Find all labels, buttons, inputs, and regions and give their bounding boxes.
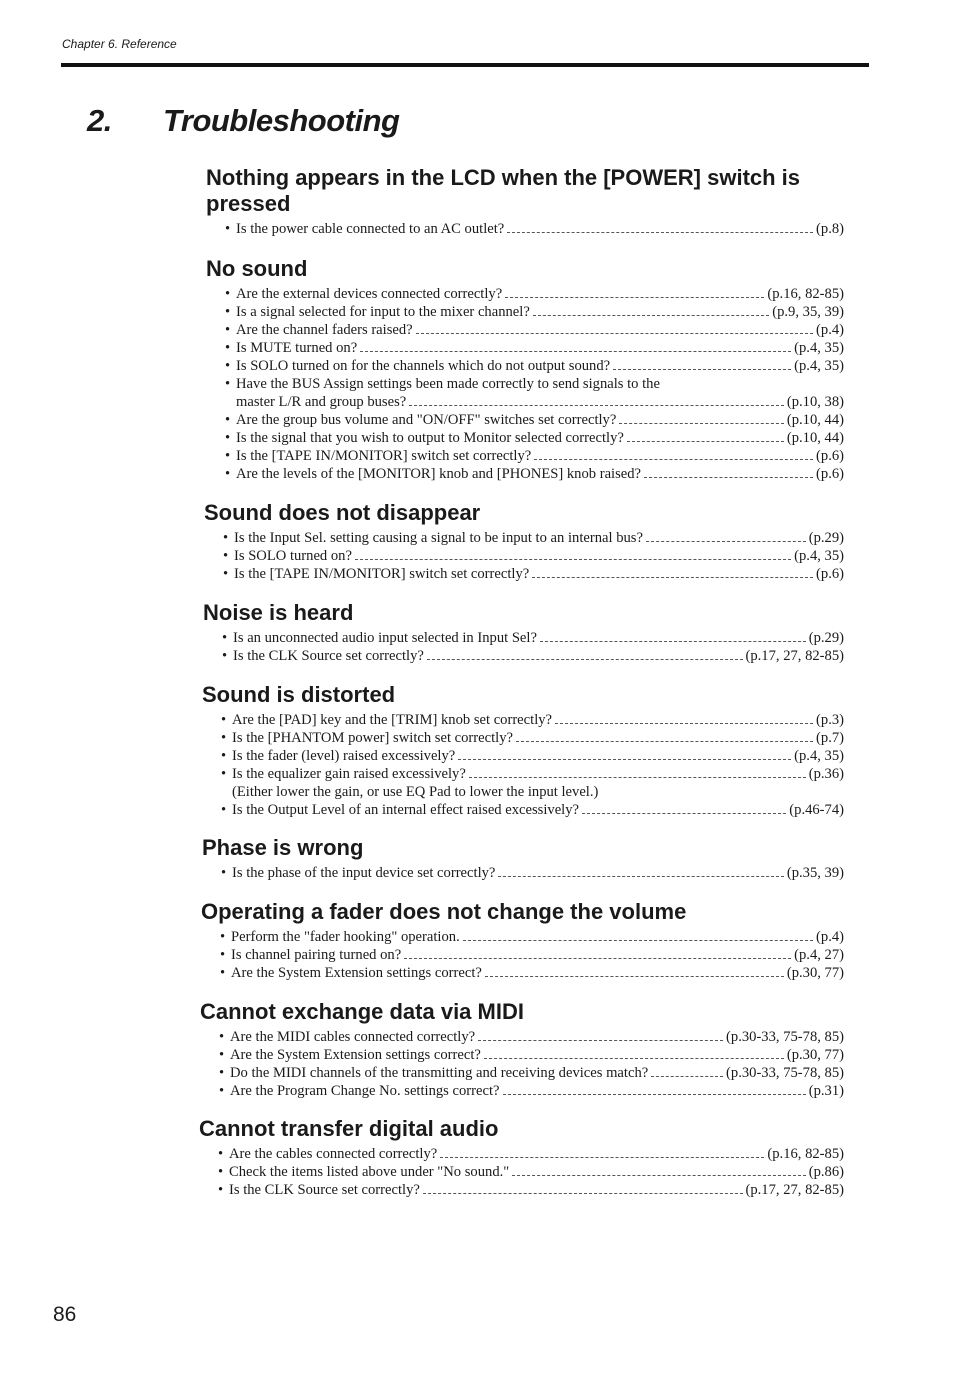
list-item: • Is SOLO turned on? (p.4, 35) xyxy=(222,547,844,565)
section-phase-wrong xyxy=(202,835,844,882)
list-item: • Is a signal selected for input to the mixer channel? (p.9, 35, 39) xyxy=(224,303,844,321)
list-item: • Check the items listed above under "No sound." (p.86) xyxy=(217,1163,844,1181)
section-noise-heard xyxy=(203,600,844,665)
list-item: • Is the power cable connected to an AC outlet? (p.8) xyxy=(224,220,844,238)
section-heading: Phase is wrong xyxy=(202,835,364,860)
list-item: • Is the fader (level) raised excessively? (p.4, 35) xyxy=(220,747,844,765)
list-item: • Is the phase of the input device set correctly? (p.35, 39) xyxy=(220,864,844,882)
header-rule xyxy=(61,63,869,67)
page-title xyxy=(87,103,399,139)
list-item: • Perform the "fader hooking" operation. (p.4) xyxy=(219,928,844,946)
section-fader-volume xyxy=(201,899,844,982)
list-item: • Is SOLO turned on for the channels which do not output sound? (p.4, 35) xyxy=(224,357,844,375)
section-heading: No sound xyxy=(206,256,308,281)
list-item: • Have the BUS Assign settings been made correctly to send signals to the master L/R and group buses? (p.10, 38) xyxy=(224,375,844,411)
section-heading: Nothing appears in the LCD when the [POWER] switch is pressed xyxy=(206,165,801,216)
list-item: • Are the levels of the [MONITOR] knob and [PHONES] knob raised? (p.6) xyxy=(224,465,844,483)
list-item: • Is channel pairing turned on? (p.4, 27) xyxy=(219,946,844,964)
list-item: • Are the MIDI cables connected correctly? (p.30-33, 75-78, 85) xyxy=(218,1028,844,1046)
section-midi xyxy=(200,999,844,1100)
list-item: • Are the group bus volume and "ON/OFF" switches set correctly? (p.10, 44) xyxy=(224,411,844,429)
list-item: • Is the signal that you wish to output to Monitor selected correctly? (p.10, 44) xyxy=(224,429,844,447)
list-item: • Is the CLK Source set correctly? (p.17, 27, 82-85) xyxy=(217,1181,844,1199)
list-item: • Are the channel faders raised? (p.4) xyxy=(224,321,844,339)
list-item: • Is the [TAPE IN/MONITOR] switch set correctly? (p.6) xyxy=(222,565,844,583)
list-item: • Is the equalizer gain raised excessively? (p.36) (Either lower the gain, or use EQ Pad to lower the input level.) xyxy=(220,765,844,801)
list-item: • Are the System Extension settings correct? (p.30, 77) xyxy=(219,964,844,982)
list-item: • Are the external devices connected correctly? (p.16, 82-85) xyxy=(224,285,844,303)
list-item: • Is the CLK Source set correctly? (p.17, 27, 82-85) xyxy=(221,647,844,665)
list-item: • Do the MIDI channels of the transmitting and receiving devices match? (p.30-33, 75-78, 85) xyxy=(218,1064,844,1082)
list-item: • Is the [TAPE IN/MONITOR] switch set correctly? (p.6) xyxy=(224,447,844,465)
section-no-power xyxy=(206,165,844,238)
chapter-header: Chapter 6. Reference xyxy=(62,37,177,51)
title-number: 2. xyxy=(87,103,112,138)
list-item: • Is the Output Level of an internal effect raised excessively? (p.46-74) xyxy=(220,801,844,819)
page-number: 86 xyxy=(53,1303,77,1326)
list-item: • Is the [PHANTOM power] switch set correctly? (p.7) xyxy=(220,729,844,747)
list-item: • Are the Program Change No. settings correct? (p.31) xyxy=(218,1082,844,1100)
list-item: • Are the [PAD] key and the [TRIM] knob set correctly? (p.3) xyxy=(220,711,844,729)
section-heading: Sound is distorted xyxy=(202,682,396,707)
section-heading: Noise is heard xyxy=(203,600,354,625)
title-text: Troubleshooting xyxy=(163,103,400,138)
section-no-sound xyxy=(206,256,844,483)
section-heading: Cannot exchange data via MIDI xyxy=(200,999,524,1024)
section-sound-distorted xyxy=(202,682,844,819)
section-heading: Sound does not disappear xyxy=(204,500,481,525)
section-heading: Cannot transfer digital audio xyxy=(199,1116,499,1141)
list-item: • Are the cables connected correctly? (p.16, 82-85) xyxy=(217,1145,844,1163)
list-item: • Is an unconnected audio input selected in Input Sel? (p.29) xyxy=(221,629,844,647)
list-item: • Is MUTE turned on? (p.4, 35) xyxy=(224,339,844,357)
section-digital-audio xyxy=(199,1116,844,1199)
section-heading: Operating a fader does not change the volume xyxy=(201,899,687,924)
list-item: • Are the System Extension settings correct? (p.30, 77) xyxy=(218,1046,844,1064)
list-item: • Is the Input Sel. setting causing a signal to be input to an internal bus? (p.29) xyxy=(222,529,844,547)
section-sound-not-disappear xyxy=(204,500,844,583)
